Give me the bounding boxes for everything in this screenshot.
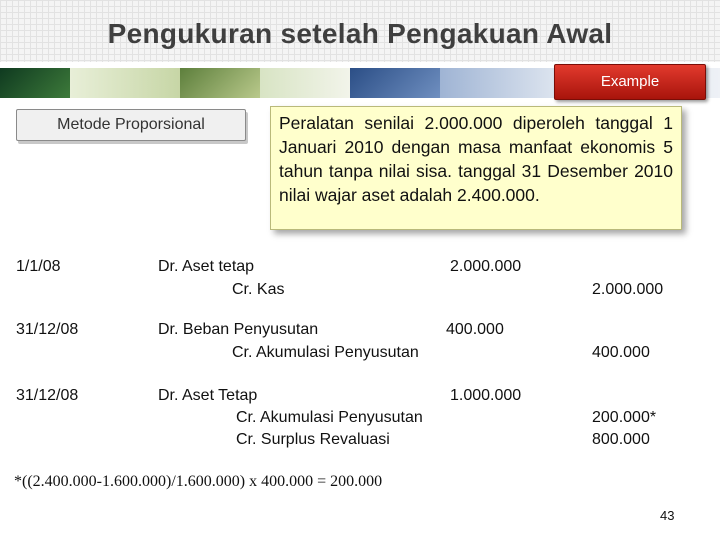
entry-3-debit-account: Dr. Aset Tetap bbox=[158, 387, 258, 404]
entry-2-credit-amount: 400.000 bbox=[592, 344, 650, 361]
entry-2-debit-amount: 400.000 bbox=[446, 321, 504, 338]
entry-1-credit-amount: 2.000.000 bbox=[592, 281, 664, 298]
entry-3-credit-amount-2: 800.000 bbox=[592, 431, 650, 448]
entry-3-date: 31/12/08 bbox=[16, 387, 79, 404]
entry-1-credit-account: Cr. Kas bbox=[232, 281, 285, 298]
calculation-footnote: *((2.400.000-1.600.000)/1.600.000) x 400.000 = 200.000 bbox=[14, 473, 383, 490]
problem-description: Peralatan senilai 2.000.000 diperoleh tanggal 1 Januari 2010 dengan masa manfaat ekonomis 5 tahun tanpa nilai sisa. tanggal 31 Desember 2010 nilai wajar aset adalah 2.400.000. bbox=[270, 106, 682, 230]
entry-3-credit-account-1: Cr. Akumulasi Penyusutan bbox=[236, 409, 423, 426]
slide-title: Pengukuran setelah Pengakuan Awal bbox=[107, 18, 613, 49]
entry-1-debit-amount: 2.000.000 bbox=[450, 258, 522, 275]
entry-2-credit-account: Cr. Akumulasi Penyusutan bbox=[232, 344, 419, 361]
example-badge: Example bbox=[554, 64, 706, 100]
entry-3-credit-account-2: Cr. Surplus Revaluasi bbox=[236, 431, 390, 448]
entry-3-debit-amount: 1.000.000 bbox=[450, 387, 522, 404]
entry-3-credit-amount-1: 200.000* bbox=[592, 409, 657, 426]
entry-2-debit-account: Dr. Beban Penyusutan bbox=[158, 321, 319, 338]
entry-1-date: 1/1/08 bbox=[16, 258, 61, 275]
method-label: Metode Proporsional bbox=[16, 109, 246, 141]
entry-1-debit-account: Dr. Aset tetap bbox=[158, 258, 255, 275]
entry-2-date: 31/12/08 bbox=[16, 321, 79, 338]
page-number: 43 bbox=[660, 508, 675, 523]
